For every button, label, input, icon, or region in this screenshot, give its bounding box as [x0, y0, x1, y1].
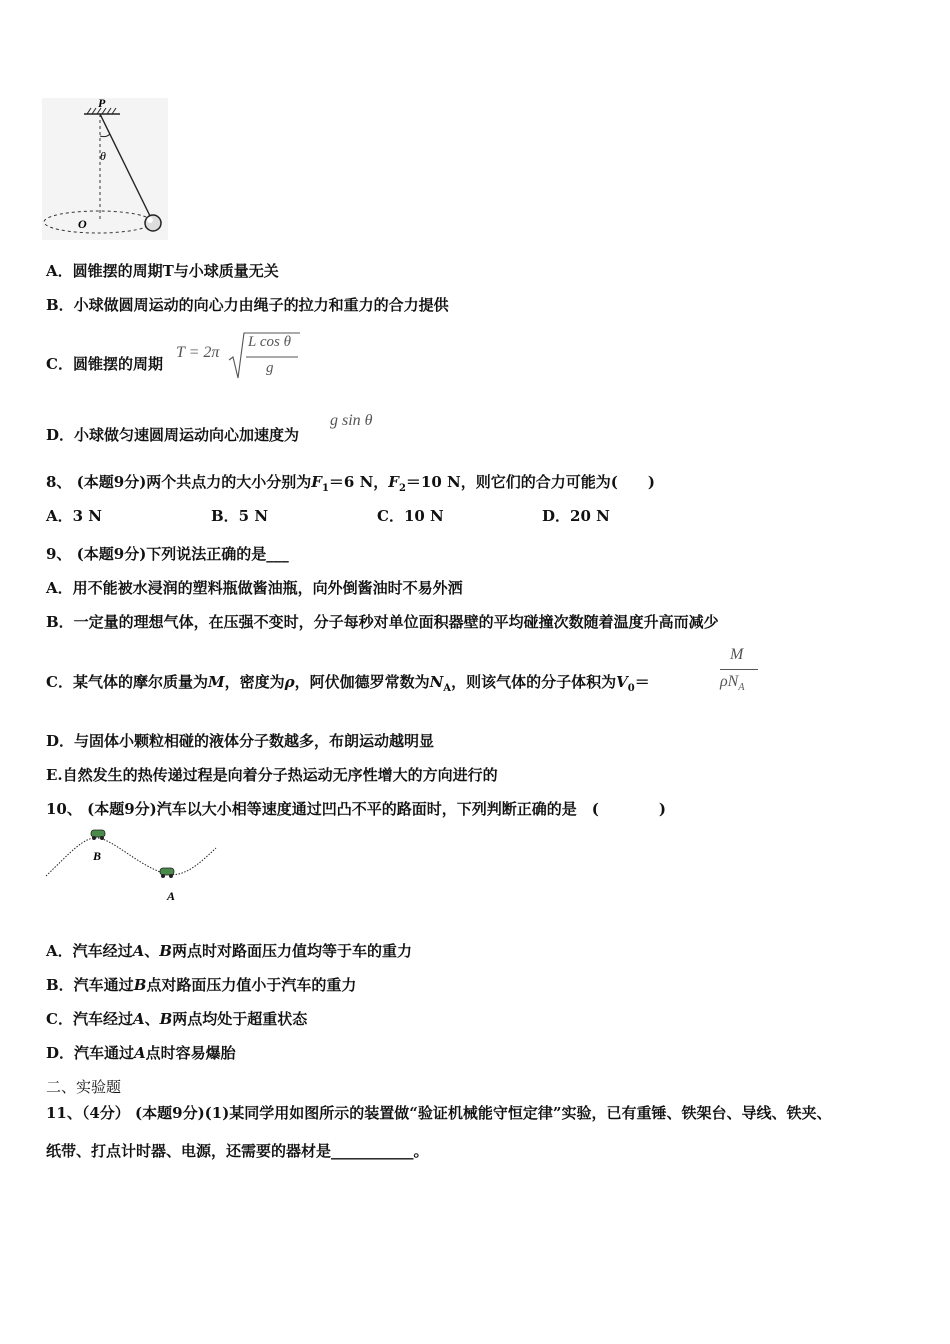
q10-c-point-b: B — [159, 1010, 173, 1028]
q8-f1: F — [311, 473, 322, 491]
q10-c-point-a: A — [132, 1010, 145, 1028]
label-p: P — [98, 96, 106, 110]
fraction-denominator — [720, 673, 744, 693]
q10-c-part3: 两点均处于超重状态 — [172, 1010, 308, 1028]
conical-pendulum-figure — [40, 96, 170, 242]
q9-c-part2: ，密度为 — [224, 673, 285, 691]
fraction-denominator-text: ρN — [720, 673, 739, 690]
q9-c-v: V — [616, 673, 628, 691]
label-o: O — [78, 217, 87, 231]
q10-stem: 10、 (本题9分)汽车以大小相等速度通过凹凸不平的路面时，下列判断正确的是 ( ) — [46, 800, 666, 818]
q9-c-part4: ，则该气体的分子体积为 — [451, 673, 617, 691]
q9-option-e: E.自然发生的热传递过程是向着分子热运动无序性增大的方向进行的 — [46, 766, 498, 784]
q10-a-point-a: A — [132, 942, 145, 960]
q9-c-eq: ＝ — [634, 673, 650, 691]
q7-option-a: A．圆锥摆的周期T与小球质量无关 — [46, 262, 279, 280]
q10-b-point-b: B — [133, 976, 147, 994]
q10-option-b — [46, 975, 356, 995]
q11-line2: 纸带、打点计时器、电源，还需要的器材是___________。 — [46, 1142, 429, 1160]
q9-c-m: M — [207, 673, 225, 691]
label-theta: θ — [100, 149, 106, 163]
q10-d-part1: D．汽车通过 — [46, 1044, 135, 1062]
q8-f2-value: ＝10 N，则它们的合力可能为( ) — [405, 473, 655, 491]
q8-stem-text: 8、 (本题9分)两个共点力的大小分别为 — [46, 473, 312, 491]
q7-option-c — [46, 354, 163, 374]
q8-f2-sub: 2 — [398, 483, 406, 494]
q8-f1-sub: 1 — [321, 483, 329, 494]
car-at-a — [160, 868, 174, 878]
q8-option-d: D．20 N — [542, 507, 610, 525]
formula-denominator: g — [266, 360, 274, 376]
q9-c-rho: ρ — [284, 673, 295, 691]
q10-c-part2: 、 — [144, 1010, 160, 1028]
road-label-b: B — [93, 849, 102, 863]
q8-option-a: A．3 N — [46, 507, 103, 525]
q10-c-part1: C．汽车经过 — [46, 1010, 133, 1028]
q10-option-a — [46, 941, 412, 961]
q9-c-v-sub: 0 — [627, 683, 635, 694]
q9-option-b: B．一定量的理想气体，在压强不变时，分子每秒对单位面积器壁的平均碰撞次数随着温度升高而减少 — [46, 613, 719, 631]
bumpy-road-figure — [44, 826, 218, 906]
q8-f1-value: ＝6 N， — [328, 473, 389, 491]
q7-acceleration-formula: g sin θ — [330, 412, 373, 429]
q7-option-b: B．小球做圆周运动的向心力由绳子的拉力和重力的合力提供 — [46, 296, 449, 314]
q7-period-formula — [176, 330, 306, 382]
q10-option-d — [46, 1043, 236, 1063]
q11-line1: 11、（4分） (本题9分)(1)某同学用如图所示的装置做“验证机械能守恒定律”实验，已有重锤、铁架台、导线、铁夹、 — [46, 1104, 832, 1122]
q9-option-a: A．用不能被水浸润的塑料瓶做酱油瓶，向外倒酱油时不易外洒 — [46, 579, 463, 597]
q9-stem: 9、 (本题9分)下列说法正确的是___ — [46, 545, 289, 563]
q9-c-n: N — [429, 673, 444, 691]
q9-option-d: D．与固体小颗粒相碰的液体分子数越多，布朗运动越明显 — [46, 732, 435, 750]
q10-a-part2: 、 — [144, 942, 160, 960]
q10-d-part2: 点时容易爆胎 — [145, 1044, 236, 1062]
q9-c-part1: C．某气体的摩尔质量为 — [46, 673, 208, 691]
q9-c-n-sub: A — [443, 683, 452, 694]
q9-c-part3: ，阿伏伽德罗常数为 — [294, 673, 430, 691]
q10-b-part1: B．汽车通过 — [46, 976, 134, 994]
q8-option-b: B．5 N — [211, 507, 269, 525]
fraction-bar — [720, 669, 758, 670]
q7-option-d-text: D．小球做匀速圆周运动向心加速度为 — [46, 426, 300, 444]
q10-d-point-a: A — [134, 1044, 146, 1062]
q8-f2: F — [388, 473, 399, 491]
q10-a-point-b: B — [159, 942, 172, 960]
q8-option-c: C．10 N — [377, 507, 444, 525]
formula-lhs: T = 2π — [176, 344, 220, 361]
q8-stem — [46, 472, 655, 499]
fraction-denominator-sub: A — [738, 682, 745, 694]
fraction-numerator: M — [730, 646, 744, 663]
q10-b-part2: 点对路面压力值小于汽车的重力 — [146, 976, 357, 994]
q9-option-c — [46, 672, 650, 699]
section-title: 二、实验题 — [46, 1078, 122, 1096]
q7-option-d — [46, 425, 299, 445]
q9-volume-fraction — [718, 646, 758, 696]
q10-a-part1: A．汽车经过 — [46, 942, 133, 960]
q7-option-c-text: C．圆锥摆的周期 — [46, 355, 163, 373]
q10-option-c — [46, 1009, 307, 1029]
formula-numerator: L cos θ — [248, 334, 291, 350]
q10-a-part3: 两点时对路面压力值均等于车的重力 — [171, 942, 412, 960]
road-label-a: A — [167, 889, 176, 903]
